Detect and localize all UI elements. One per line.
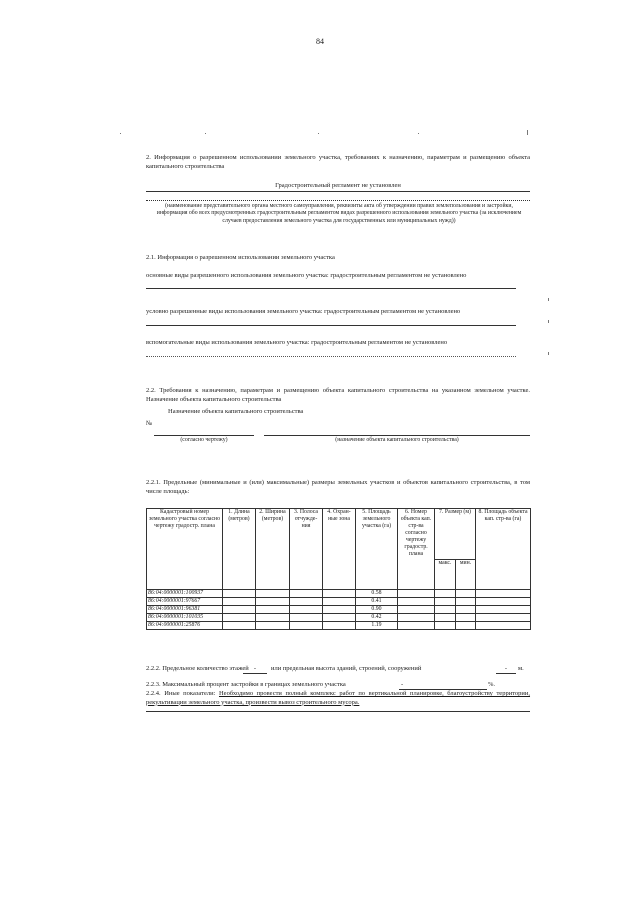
section-2-2-3-text: 2.2.3. Максимальный процент застройки в границах земельного участка (146, 681, 346, 688)
area-cell: 0.58 (356, 590, 398, 598)
cadastral-cell: 86:04:0000001:100937 (147, 590, 223, 598)
header-cadastral: Кадастровый номер земельного участка согласно чертежу градостр. плана (147, 509, 223, 590)
area-cell: 0.90 (356, 606, 398, 614)
table-row (147, 590, 531, 598)
scan-dot (548, 352, 549, 355)
scan-dot (548, 320, 549, 323)
coverage-value: - (401, 681, 404, 688)
table-row (147, 622, 531, 630)
scan-dot (548, 298, 549, 301)
drawing-caption: (согласно чертежу) (180, 437, 228, 443)
page-number: 84 (316, 37, 324, 46)
cadastral-cell: 86:04:0000001:101035 (147, 614, 223, 622)
auxiliary-uses-text: вспомогательные виды использования земельного участка: градостроительным регламентом не установлено (146, 339, 448, 346)
drawing-number-underline (154, 435, 254, 436)
section-2-2-4-underline (146, 711, 530, 712)
header-size-min: мин. (456, 559, 476, 589)
section-2-2-2-before: 2.2.2. Предельное количество этажей (146, 665, 249, 672)
cadastral-cell: 86:04:0000001:97667 (147, 598, 223, 606)
area-cell: 0.41 (356, 598, 398, 606)
area-cell: 0.42 (356, 614, 398, 622)
header-object-number: 6. Номер объекта кап. стр-ва согласно чертежу градостр. плана (398, 509, 435, 590)
conditional-uses-text: условно разрешенные виды использования земельного участка: градостроительным регламентом не установлено (146, 308, 461, 315)
height-underline (496, 673, 516, 674)
basic-uses-text: основные виды разрешенного использования земельного участка: градостроительным регламентом не установлено (146, 272, 467, 279)
purpose-label: Назначение объекта капитального строительства (168, 408, 304, 415)
section-2-2-3-after: %. (488, 681, 496, 688)
purpose-underline (264, 435, 530, 436)
section-2-note: (наименование представительного органа местного самоуправления, реквизиты акта об утверждении правил землепользования и застройки, информация обо всех предусмотренных градостроительным регламентом видах разрешенного использования земельного участка (за исключением случаев предоставления земельного участка для государственных или муниципальных нужд)) (156, 203, 522, 224)
plots-table (146, 508, 531, 630)
floors-value: - (253, 665, 257, 672)
height-value: - (504, 665, 508, 672)
cadastral-cell: 86:04:0000001:96381 (147, 606, 223, 614)
number-sign: № (146, 420, 153, 427)
table-row (147, 614, 531, 622)
section-2-2-text: 2.2. Требования к назначению, параметрам и размещению объекта капитального строительства на указанном земельном участке. Назначение объекта капитального строительства (146, 387, 530, 403)
section-2-2-1-text: 2.2.1. Предельные (минимальные и (или) максимальные) размеры земельных участков и объектов капитального строительства, в том числе площадь: (146, 479, 530, 495)
section-2-2-2-after: м. (518, 665, 524, 672)
scan-dot (120, 133, 121, 134)
header-object-area: 8. Площадь объекта кап. стр-ва (га) (476, 509, 531, 590)
table-row (147, 606, 531, 614)
header-length: 1. Длина (метров) (223, 509, 256, 590)
header-size-max: макс. (435, 559, 456, 589)
header-exclusion-strip: 3. Полоса отчужде-ния (290, 509, 323, 590)
section-2-2-4-text: Необходимо провести полный комплекс работ по вертикальной планировке, благоустройству территории, рекультивации земельного участка, произвести вывоз строительного мусора. (146, 690, 531, 706)
reglament-underline (146, 191, 530, 192)
header-plot-area: 5. Площадь земельного участка (га) (356, 509, 398, 590)
reglament-line-text: Градостроительный регламент не установлен (275, 182, 401, 189)
conditional-uses-underline (146, 325, 516, 326)
section-2-1-heading: 2.1. Информация о разрешенном использовании земельного участка (146, 254, 335, 261)
floors-underline (243, 673, 267, 674)
area-cell: 1.19 (356, 622, 398, 630)
cadastral-cell: 86:04:0000001:25876 (147, 622, 223, 630)
reglament-underline-2 (146, 200, 530, 201)
header-size: 7. Размер (м) (435, 509, 476, 560)
section-2-2-4 (146, 690, 530, 707)
auxiliary-uses-underline (146, 356, 516, 357)
section-2-2-2-middle: или предельная высота зданий, строений, сооружений (271, 665, 422, 672)
basic-uses-underline (146, 288, 516, 289)
section-2-2-4-label: 2.2.4. Иные показатели: (146, 690, 216, 697)
scan-dot (527, 130, 528, 135)
scan-dot (318, 133, 319, 134)
scan-dot (205, 133, 206, 134)
table-row (147, 598, 531, 606)
section-2-text: 2. Информация о разрешенном использовании земельного участка, требованиях к назначению, параметрам и размещению объекта капитального строительства (146, 154, 530, 170)
purpose-caption: (назначение объекта капитального строительства) (335, 437, 459, 443)
scan-dot (418, 133, 419, 134)
header-width: 2. Ширина (метров) (256, 509, 290, 590)
header-protection-zone: 4. Охран-ные зона (323, 509, 356, 590)
